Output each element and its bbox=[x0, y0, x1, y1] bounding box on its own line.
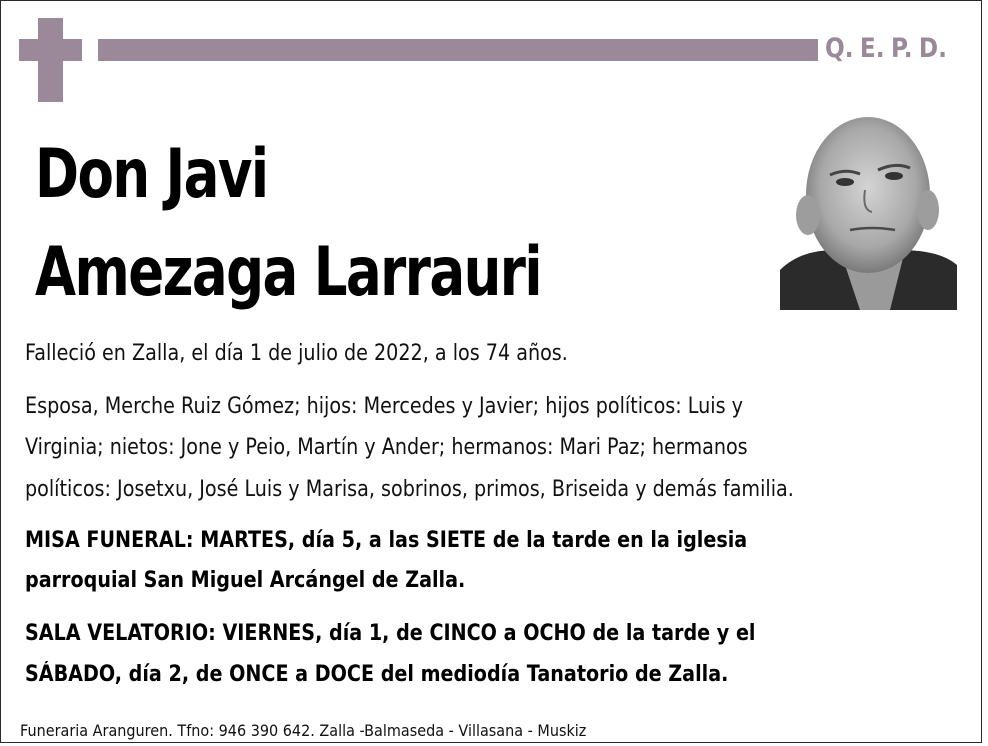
family-line: Virginia; nietos: Jone y Peio, Martín y Ander; hermanos: Mari Paz; hermanos bbox=[25, 435, 748, 460]
cross-icon-bar bbox=[19, 39, 82, 61]
family-line: políticos: Josetxu, José Luis y Marisa, sobrinos, primos, Briseida y demás familia. bbox=[25, 477, 794, 502]
family-line: Esposa, Merche Ruiz Gómez; hijos: Mercedes y Javier; hijos políticos: Luis y bbox=[25, 394, 743, 419]
wake-line: SÁBADO, día 2, de ONCE a DOCE del mediodía Tanatorio de Zalla. bbox=[25, 662, 729, 687]
death-notice: Falleció en Zalla, el día 1 de julio de 2022, a los 74 años. bbox=[25, 341, 568, 366]
header-rule bbox=[98, 39, 818, 61]
deceased-name-line2: Amezaga Larrauri bbox=[35, 233, 542, 312]
qepd-label: Q. E. P. D. bbox=[825, 33, 948, 64]
deceased-name-line1: Don Javi bbox=[35, 135, 268, 214]
funeral-line: MISA FUNERAL: MARTES, día 5, a las SIETE de la tarde en la iglesia bbox=[25, 528, 748, 553]
wake-line: SALA VELATORIO: VIERNES, día 1, de CINCO a OCHO de la tarde y el bbox=[25, 621, 756, 646]
portrait-icon bbox=[780, 100, 957, 310]
portrait-photo bbox=[780, 100, 957, 310]
funeral-home-footer: Funeraria Aranguren. Tfno: 946 390 642. Zalla -Balmaseda - Villasana - Muskiz bbox=[20, 721, 587, 740]
funeral-line: parroquial San Miguel Arcángel de Zalla. bbox=[25, 568, 466, 593]
